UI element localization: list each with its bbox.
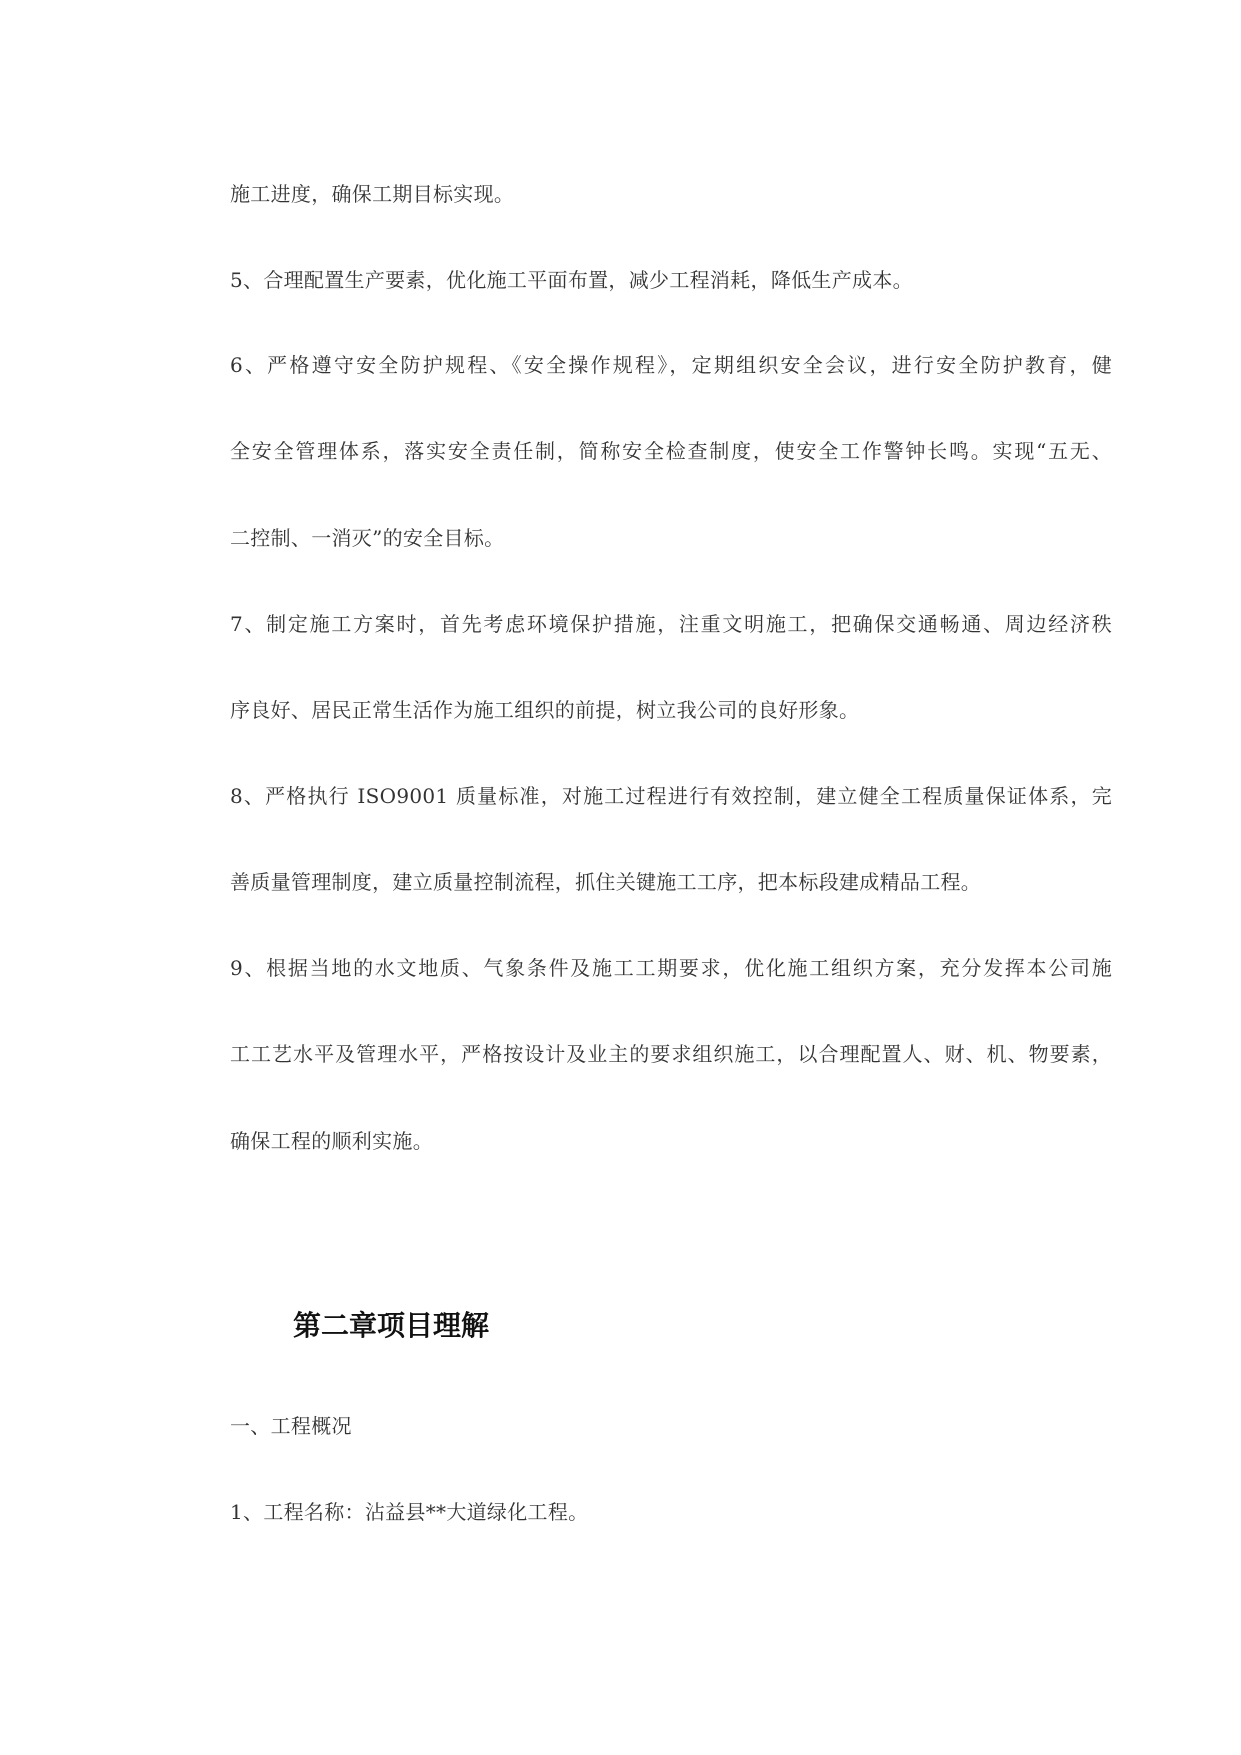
paragraph-line: 序良好、居民正常生活作为施工组织的前提，树立我公司的良好形象。 [230, 698, 860, 722]
project-name-line: 1、工程名称：沾益县**大道绿化工程。 [230, 1500, 589, 1524]
chapter-title: 第二章项目理解 [293, 1309, 490, 1342]
paragraph-line: 9、根据当地的水文地质、气象条件及施工工期要求，优化施工组织方案，充分发挥本公司施 [230, 956, 1112, 980]
paragraph-line: 二控制、一消灭”的安全目标。 [230, 526, 505, 550]
paragraph-line: 7、制定施工方案时，首先考虑环境保护措施，注重文明施工，把确保交通畅通、周边经济秩 [230, 612, 1112, 636]
paragraph-line: 善质量管理制度，建立质量控制流程，抓住关键施工工序，把本标段建成精品工程。 [230, 870, 982, 894]
section-heading: 一、工程概况 [230, 1414, 352, 1438]
paragraph-line: 确保工程的顺利实施。 [230, 1129, 433, 1153]
paragraph-line: 5、合理配置生产要素，优化施工平面布置，减少工程消耗，降低生产成本。 [230, 268, 913, 292]
paragraph-line: 全安全管理体系，落实安全责任制，简称安全检查制度，使安全工作警钟长鸣。实现“五无、 [230, 439, 1112, 463]
paragraph-line: 施工进度，确保工期目标实现。 [230, 182, 515, 206]
paragraph-line: 工工艺水平及管理水平，严格按设计及业主的要求组织施工，以合理配置人、财、机、物要素， [230, 1042, 1112, 1066]
paragraph-line: 8、严格执行 ISO9001 质量标准，对施工过程进行有效控制，建立健全工程质量保证体系，完 [230, 784, 1112, 808]
paragraph-line: 6、严格遵守安全防护规程、《安全操作规程》，定期组织安全会议，进行安全防护教育，健 [230, 353, 1112, 377]
